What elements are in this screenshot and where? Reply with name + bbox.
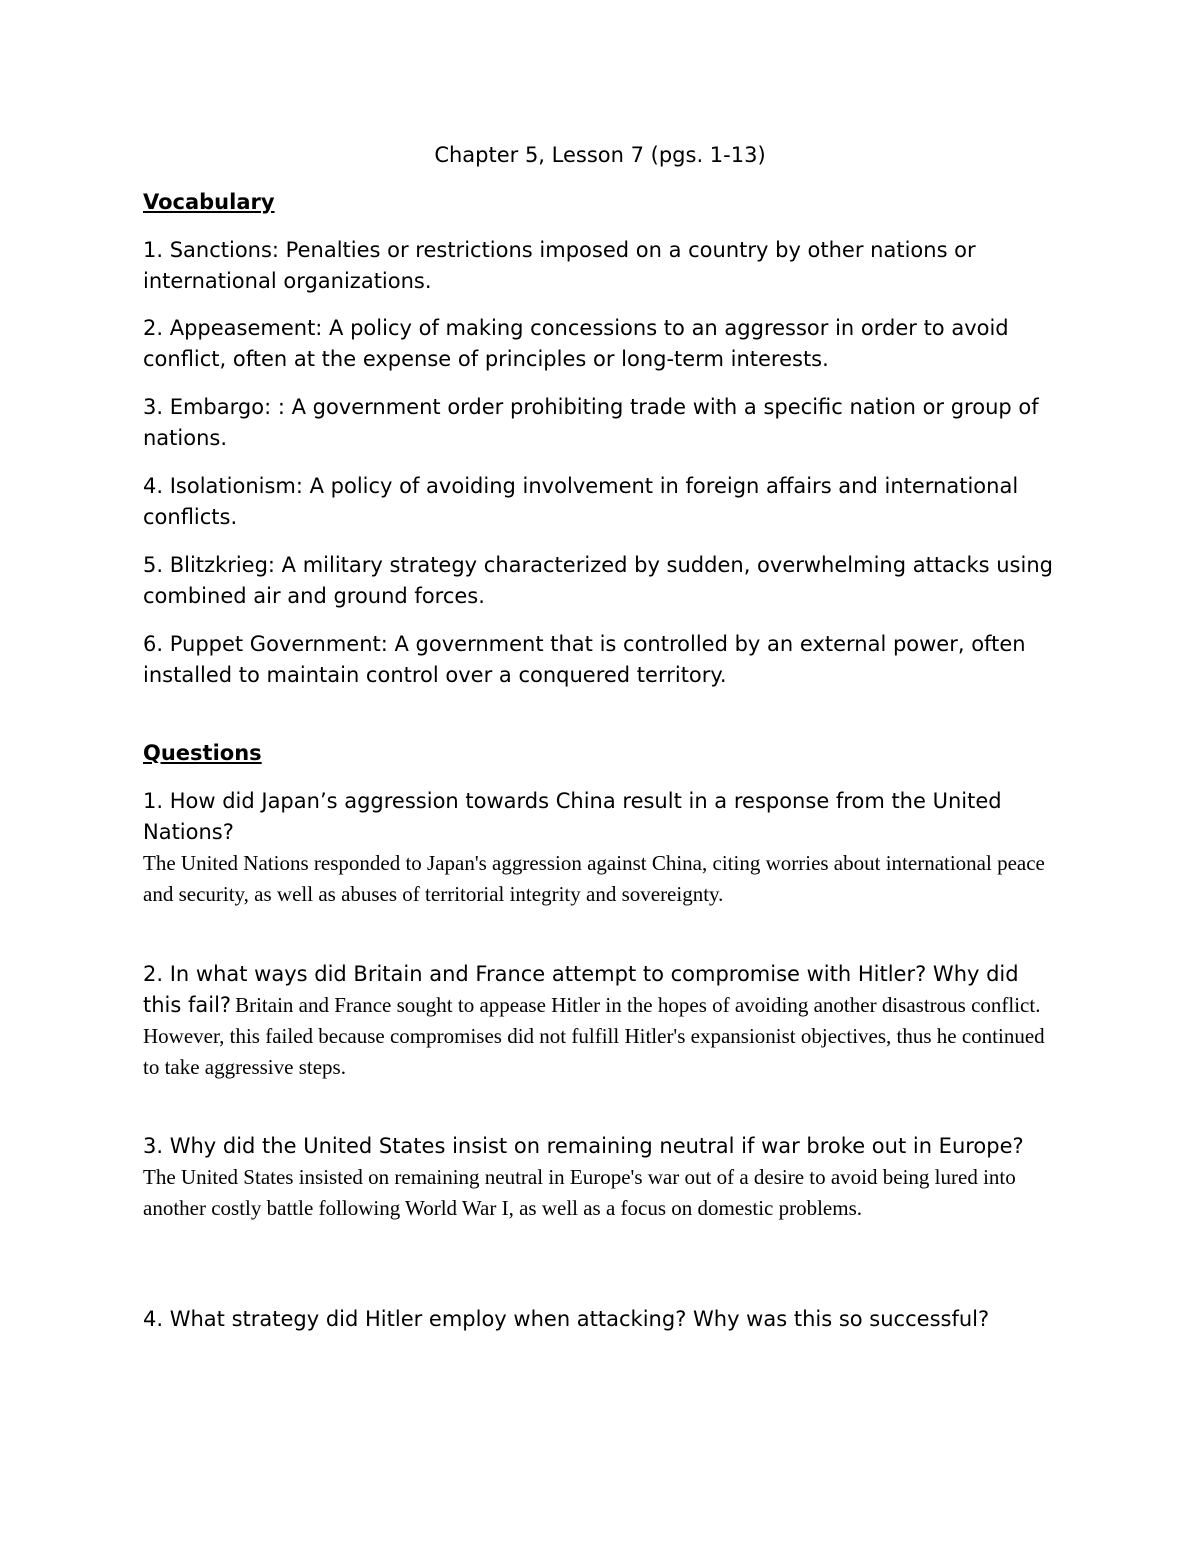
vocab-item-puppet-government: 6. Puppet Government: A government that is controlled by an external power, often installed to maintain control over a conquered territory.: [143, 632, 1026, 687]
question-3-answer: The United States insisted on remaining neutral in Europe's war out of a desire to avoid being lured into another costly battle following World War I, as well as a focus on domestic problems.: [143, 1165, 1016, 1220]
vocab-item-sanctions: 1. Sanctions: Penalties or restrictions imposed on a country by other nations or international organizations.: [143, 238, 976, 293]
question-3-text: 3. Why did the United States insist on remaining neutral if war broke out in Europe?: [143, 1134, 1024, 1158]
question-4-text: 4. What strategy did Hitler employ when attacking? Why was this so successful?: [143, 1307, 990, 1331]
question-2-text: 2. In what ways did Britain and France attempt to compromise with Hitler? Why did this fail?: [143, 962, 1019, 1017]
question-1-text: 1. How did Japan’s aggression towards China result in a response from the United Nations?: [143, 789, 1002, 844]
vocab-item-isolationism: 4. Isolationism: A policy of avoiding involvement in foreign affairs and international conflicts.: [143, 474, 1019, 529]
vocab-item-appeasement: 2. Appeasement: A policy of making concessions to an aggressor in order to avoid conflict, often at the expense of principles or long-term interests.: [143, 316, 1009, 371]
question-block-3: [143, 1131, 1063, 1224]
question-block-4: [143, 1304, 1063, 1335]
vocab-item-blitzkrieg: 5. Blitzkrieg: A military strategy characterized by sudden, overwhelming attacks using combined air and ground forces.: [143, 553, 1053, 608]
questions-heading: Questions: [143, 741, 262, 765]
question-block-1: [143, 786, 1063, 910]
document-title: Chapter 5, Lesson 7 (pgs. 1-13): [434, 143, 766, 167]
vocab-item-embargo: 3. Embargo: : A government order prohibiting trade with a specific nation or group of nations.: [143, 395, 1039, 450]
question-1-answer: The United Nations responded to Japan's aggression against China, citing worries about international peace and security, as well as abuses of territorial integrity and sovereignty.: [143, 851, 1045, 906]
question-2-answer: Britain and France sought to appease Hitler in the hopes of avoiding another disastrous conflict. However, this failed because compromises did not fulfill Hitler's expansionist objectives, thus he continued to take aggressive steps.: [143, 993, 1045, 1079]
vocabulary-heading: Vocabulary: [143, 190, 275, 214]
question-block-2: [143, 959, 1063, 1083]
